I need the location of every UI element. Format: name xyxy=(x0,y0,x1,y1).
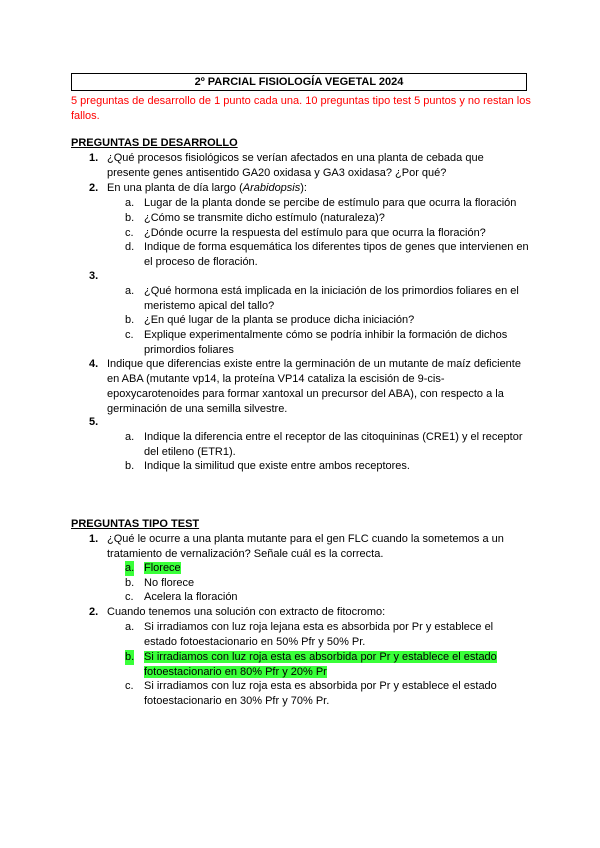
sub-letter: c. xyxy=(125,227,134,239)
question-number: 1. xyxy=(89,533,99,545)
question-3-sub-c xyxy=(125,328,529,358)
sub-letter: b. xyxy=(125,460,135,472)
sub-letter: a. xyxy=(125,285,135,297)
sub-letter: a. xyxy=(125,431,135,443)
sub-text: Indique la similitud que existe entre ambos receptores. xyxy=(144,460,410,472)
sub-text: Lugar de la planta donde se percibe de estímulo para que ocurra la floración xyxy=(144,197,517,209)
sub-letter: d. xyxy=(125,241,135,253)
question-number: 4. xyxy=(89,358,99,370)
species-name: Arabidopsis xyxy=(242,182,301,194)
sub-text: ¿Qué hormona está implicada en la iniciación de los primordios foliares en el meristemo apical del tallo? xyxy=(144,285,519,312)
option-text-correct: Si irradiamos con luz roja esta es absorbida por Pr y establece el estado xyxy=(144,651,497,663)
option-text-correct: Florece xyxy=(144,562,181,574)
sub-letter: b. xyxy=(125,212,135,224)
question-number: 2. xyxy=(89,182,99,194)
question-number: 3. xyxy=(89,270,99,282)
exam-instructions: 5 preguntas de desarrollo de 1 punto cada una. 10 preguntas tipo test 5 puntos y no restan los fallos. xyxy=(71,95,531,122)
option-letter: b. xyxy=(125,651,135,663)
question-text-pre: En una planta de día largo ( xyxy=(107,182,243,194)
option-letter: a. xyxy=(125,621,135,633)
question-text: ¿Qué le ocurre a una planta mutante para el gen FLC cuando la sometemos a un tratamiento de vernalización? Señale cuál es la correcta. xyxy=(107,533,504,560)
question-2-sub-d xyxy=(125,240,529,270)
question-text-post: ): xyxy=(300,182,307,194)
question-number: 5. xyxy=(89,416,99,428)
option-letter: c. xyxy=(125,591,134,603)
test-question-2 xyxy=(89,605,527,620)
question-1 xyxy=(89,151,527,181)
question-3-sub-a xyxy=(125,284,529,314)
sub-letter: c. xyxy=(125,329,134,341)
question-number: 2. xyxy=(89,606,99,618)
option-text: Si irradiamos con luz roja esta es absorbida por Pr y establece el estado xyxy=(144,680,497,692)
option-text: Acelera la floración xyxy=(144,591,238,603)
option-letter: a. xyxy=(125,562,135,574)
test-2-option-b xyxy=(125,650,529,680)
question-2-sub-c xyxy=(125,226,529,241)
question-text: Indique que diferencias existe entre la germinación de un mutante de maíz deficiente en ABA (mutante vp14, la proteína VP14 cataliza la escisión de 9-cis-epoxycarotenoides para formar xantoxal un precursor del ABA), con respecto a la germinación de una semilla silvestre. xyxy=(107,358,521,415)
question-2-sub-a xyxy=(125,196,529,211)
sub-text: Indique de forma esquemática los diferentes tipos de genes que intervienen en el proceso de floración. xyxy=(144,241,529,268)
exam-title: 2º PARCIAL FISIOLOGÍA VEGETAL 2024 xyxy=(71,73,527,91)
test-question-1 xyxy=(89,532,527,562)
section-heading-desarrollo: PREGUNTAS DE DESARROLLO xyxy=(71,137,238,149)
option-text-correct-cont: fotoestacionario en 80% Pfr y 20% Pr xyxy=(144,666,327,678)
question-number: 1. xyxy=(89,152,99,164)
question-4 xyxy=(89,357,527,417)
test-2-option-c xyxy=(125,679,529,709)
test-1-option-c xyxy=(125,590,529,605)
test-1-option-a xyxy=(125,561,529,576)
sub-text: Indique la diferencia entre el receptor de las citoquininas (CRE1) y el receptor del etileno (ETR1). xyxy=(144,431,523,458)
sub-text: ¿Cómo se transmite dicho estímulo (naturaleza)? xyxy=(144,212,385,224)
option-text: Si irradiamos con luz roja lejana esta es absorbida por Pr y establece el xyxy=(144,621,494,633)
section-heading-test: PREGUNTAS TIPO TEST xyxy=(71,518,200,530)
option-letter: c. xyxy=(125,680,134,692)
sub-text: ¿En qué lugar de la planta se produce dicha iniciación? xyxy=(144,314,415,326)
question-text: ¿Qué procesos fisiológicos se verían afectados en una planta de cebada que presente genes antisentido GA20 oxidasa y GA3 oxidasa? ¿Por qué? xyxy=(107,152,484,179)
question-2 xyxy=(89,181,527,196)
question-5-sub-b xyxy=(125,459,529,474)
option-letter: b. xyxy=(125,577,135,589)
question-text: Cuando tenemos una solución con extracto de fitocromo: xyxy=(107,606,386,618)
sub-text: Explique experimentalmente cómo se podría inhibir la formación de dichos primordios foliares xyxy=(144,329,508,356)
question-2-sub-b xyxy=(125,211,529,226)
test-2-option-a xyxy=(125,620,529,650)
question-5-sub-a xyxy=(125,430,529,460)
option-text-cont: estado fotoestacionario en 50% Pfr y 50% Pr. xyxy=(144,636,366,648)
sub-text: ¿Dónde ocurre la respuesta del estímulo para que ocurra la floración? xyxy=(144,227,486,239)
question-3-sub-b xyxy=(125,313,529,328)
sub-letter: b. xyxy=(125,314,135,326)
sub-letter: a. xyxy=(125,197,135,209)
option-text: No florece xyxy=(144,577,195,589)
option-text-cont: fotoestacionario en 30% Pfr y 70% Pr. xyxy=(144,695,330,707)
test-1-option-b xyxy=(125,576,529,591)
